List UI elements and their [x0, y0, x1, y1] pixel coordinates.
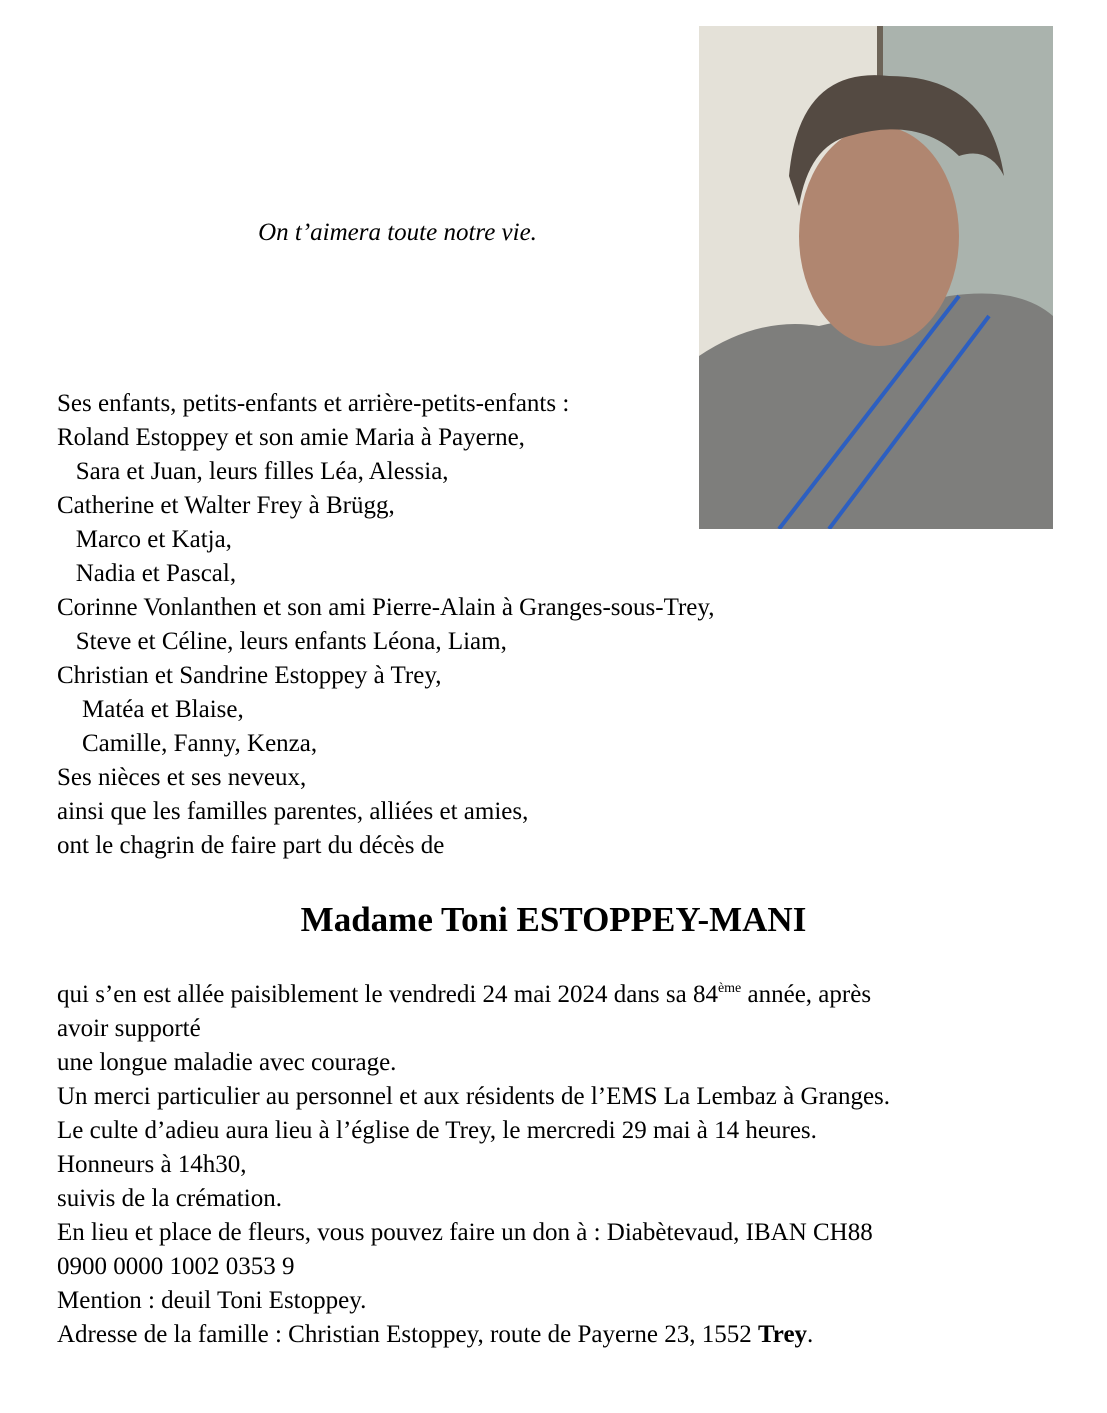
- family-line: Ses enfants, petits-enfants et arrière-petits-enfants :: [57, 390, 570, 417]
- deceased-name: Madame Toni ESTOPPEY-MANI: [300, 900, 807, 939]
- body-line: une longue maladie avec courage.: [57, 1049, 397, 1076]
- body-text: qui s’en est allée paisiblement le vendredi 24 mai 2024 dans sa 84: [57, 981, 718, 1008]
- address-end: .: [807, 1321, 814, 1348]
- family-list: [57, 387, 715, 863]
- body-line: suivis de la crémation.: [57, 1185, 282, 1212]
- family-line: Sara et Juan, leurs filles Léa, Alessia,: [57, 458, 449, 485]
- family-line: Christian et Sandrine Estoppey à Trey,: [57, 662, 442, 689]
- family-line: Camille, Fanny, Kenza,: [57, 730, 318, 757]
- body-line: 0900 0000 1002 0353 9: [57, 1253, 295, 1280]
- address-town: Trey: [757, 1321, 808, 1348]
- body-line: Honneurs à 14h30,: [57, 1151, 247, 1178]
- family-line: Ses nièces et ses neveux,: [57, 764, 307, 791]
- family-line: Catherine et Walter Frey à Brügg,: [57, 492, 395, 519]
- family-line: ainsi que les familles parentes, alliées et amies,: [57, 798, 529, 825]
- family-line: Corinne Vonlanthen et son ami Pierre-Alain à Granges-sous-Trey,: [57, 594, 715, 621]
- family-line: Nadia et Pascal,: [57, 560, 237, 587]
- body-line: Un merci particulier au personnel et aux résidents de l’EMS La Lembaz à Granges.: [57, 1083, 891, 1110]
- motto: On t’aimera toute notre vie.: [258, 219, 537, 246]
- body-line: Mention : deuil Toni Estoppey.: [57, 1287, 367, 1314]
- family-line: Steve et Céline, leurs enfants Léona, Liam,: [57, 628, 507, 655]
- family-line: Marco et Katja,: [57, 526, 232, 553]
- ordinal-suffix: ème: [717, 981, 742, 996]
- family-address: [57, 1318, 1097, 1352]
- announcement-body: [57, 978, 1097, 1352]
- address-text: Adresse de la famille : Christian Estoppey, route de Payerne 23, 1552: [57, 1321, 758, 1348]
- body-line: Le culte d’adieu aura lieu à l’église de Trey, le mercredi 29 mai à 14 heures.: [57, 1117, 817, 1144]
- family-line: Matéa et Blaise,: [57, 696, 244, 723]
- body-line: En lieu et place de fleurs, vous pouvez faire un don à : Diabètevaud, IBAN CH88: [57, 1219, 873, 1246]
- portrait-photo: [699, 26, 1053, 529]
- body-line: [57, 978, 1097, 1012]
- body-line: avoir supporté: [57, 1015, 201, 1042]
- body-text: année, après: [741, 981, 872, 1008]
- family-line: Roland Estoppey et son amie Maria à Payerne,: [57, 424, 525, 451]
- family-line: ont le chagrin de faire part du décès de: [57, 832, 445, 859]
